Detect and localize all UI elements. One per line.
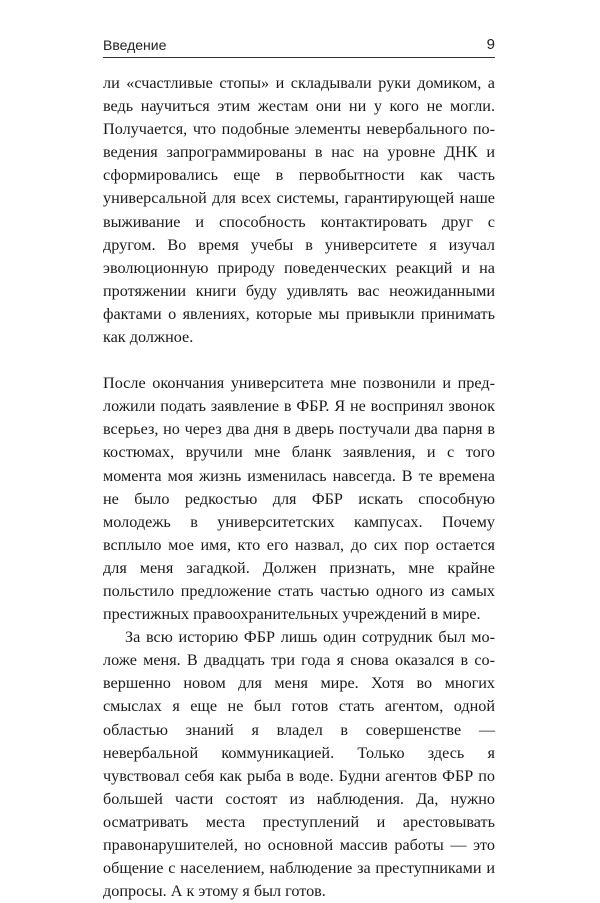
- paragraph-fbi-career: За всю историю ФБР лишь один сотрудник был моложе меня. В двадцать три года я снова оказался в совершенно новом для меня мире. Хотя во многих смыслах я еще не был готов стать агентом, одной областью знаний я владел в совершенстве — невербальной коммуникацией. Только здесь я чувствовал себя как рыба в воде. Будни агентов ФБР по большей части состоят из наблюдения. Да, нужно осматривать места преступлений и арестовывать правонарушителей, но основной массив работы — это общение с населением, наблюдение за преступниками и допросы. А к этому я был готов.: [103, 628, 495, 901]
- paragraph-continuation: ли «счастливые стопы» и складывали руки домиком, а ведь научиться этим жестам они ни у кого не могли. Получается, что подобные элементы невербального поведения запрограммированы в нас на уровне ДНК и сформировались еще в первобытности как часть универсальной для всех системы, гарантирующей наше выживание и способность контактировать друг с другом. Во время учебы в университете я изучал эволюционную природу поведенческих реакций и на протяжении книги буду удивлять вас неожиданными фактами о явлениях, которые мы привыкли принимать как должное.: [103, 74, 495, 347]
- paragraph-fbi-invitation: После окончания университета мне позвонили и предложили подать заявление в ФБР. Я не воспринял звонок всерьез, но через два дня в дверь постучали два парня в костюмах, вручили мне бланк заявления, и с того момента моя жизнь изменилась навсегда. В те времена не было редкостью для ФБР искать способную молодежь в университетских кампусах. Почему всплыло мое имя, кто его назвал, до сих пор остается для меня загадкой. Должен признать, мне крайне польстило предложение стать частью одного из самых престижных правоохранительных учреждений в мире.: [103, 374, 495, 624]
- section-title: Введение: [103, 37, 167, 53]
- running-header: [103, 36, 495, 58]
- page-number: 9: [486, 36, 495, 53]
- book-page: [103, 36, 495, 903]
- body-text: [103, 72, 495, 903]
